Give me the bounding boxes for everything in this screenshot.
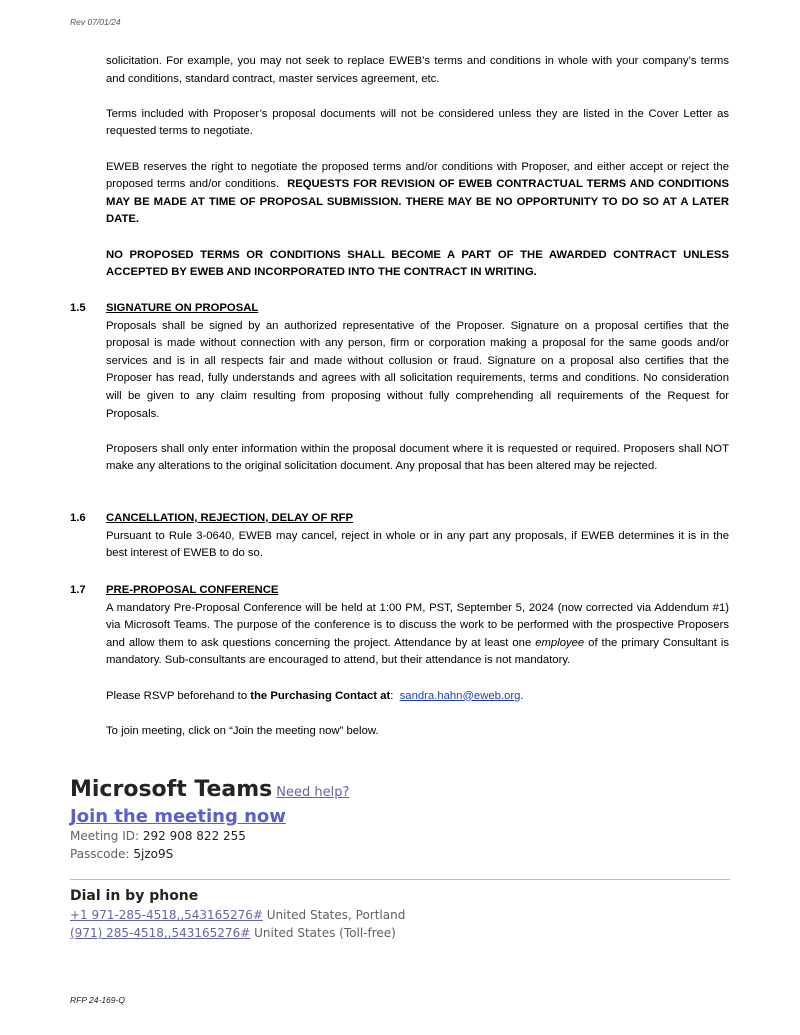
conference-text-a: A mandatory Pre-Proposal Conference will be held at 1:00 PM, PST, September 5, 2024 (now corrected via Addendum #1) via Microsoft Teams. The purpose of the conference is to discuss the work to be performed with the prospective Proposers and allow them to ask questions concerning the project. Attendance by at least one — [106, 601, 729, 649]
section-number: 1.7 — [70, 584, 86, 596]
section-paragraph: Pursuant to Rule 3-0640, EWEB may cancel, reject in whole or in any part any proposals, if EWEB determines it is in the best interest of EWEB to do so. — [106, 529, 729, 560]
intro-paragraph-3-bold: REQUESTS FOR REVISION OF EWEB CONTRACTUAL TERMS AND CONDITIONS MAY BE MADE AT TIME OF PROPOSAL SUBMISSION. THERE MAY BE NO OPPORTUNITY TO DO SO AT A LATER DATE. — [106, 178, 730, 226]
section-paragraph: Proposals shall be signed by an authorized representative of the Proposer. Signature on a proposal certifies that the proposal is made without connection with any person, firm or corporation making a proposal for the same goods and/or services and is in all respects fair and made without collusion or fraud. Signature on a proposal also certifies that the Proposer has read, fully understands and agrees with all solicitation requirements, terms and conditions. No consideration will be given to any claim resulting from proposing without fully comprehending all requirements of the Request for Proposals. — [106, 319, 729, 420]
join-instruction: To join meeting, click on “Join the meeting now” below. — [106, 724, 379, 737]
section-title: PRE-PROPOSAL CONFERENCE — [106, 584, 279, 596]
footer-rfp-number: RFP 24-169-Q — [70, 995, 125, 1005]
rsvp-colon: : — [390, 689, 394, 702]
passcode-label: Passcode: — [70, 847, 130, 861]
section-number: 1.5 — [70, 302, 86, 314]
email-link[interactable]: sandra.hahn@eweb.org — [399, 689, 521, 702]
intro-paragraph-3-text: EWEB reserves the right to negotiate the proposed terms and/or conditions with Proposer, and either accept or reject the proposed terms and/or conditions. — [106, 160, 729, 191]
phone-region: United States, Portland — [266, 908, 406, 922]
phone-row — [70, 924, 730, 942]
teams-meeting-block — [70, 777, 730, 942]
intro-paragraph-4 — [106, 247, 729, 282]
phone-link[interactable]: (971) 285-4518,,543165276# — [70, 926, 251, 940]
conference-text-emphasis: employee — [535, 636, 585, 649]
passcode-value: 5jzo9S — [133, 847, 174, 861]
section-title: SIGNATURE ON PROPOSAL — [106, 302, 259, 314]
intro-paragraph-2: Terms included with Proposer’s proposal documents will not be considered unless they are listed in the Cover Letter as requested terms to negotiate. — [106, 107, 729, 138]
teams-title: Microsoft Teams — [70, 777, 273, 802]
intro-paragraph-3 — [106, 159, 729, 229]
rsvp-text: Please RSVP beforehand to — [106, 689, 248, 702]
rsvp-paragraph — [106, 688, 729, 706]
section-1-6 — [70, 510, 729, 580]
revision-date: Rev 07/01/24 — [70, 17, 121, 27]
rsvp-end: . — [520, 689, 524, 702]
intro-paragraph-1: solicitation. For example, you may not seek to replace EWEB’s terms and conditions in whole with your company’s terms and conditions, standard contract, master services agreement, etc. — [106, 55, 729, 85]
intro-text — [106, 53, 729, 299]
join-meeting-link[interactable]: Join the meeting now — [70, 806, 286, 827]
dial-in-title: Dial in by phone — [70, 888, 199, 904]
section-paragraph: Proposers shall only enter information within the proposal document where it is requested or required. Proposers shall NOT make any alterations to the original solicitation document. Any proposal that has been altered may be rejected. — [106, 442, 729, 473]
need-help-link[interactable]: Need help? — [276, 785, 350, 800]
section-1-7 — [70, 582, 729, 758]
section-paragraph — [106, 600, 729, 670]
phone-region: United States (Toll-free) — [254, 926, 396, 940]
meeting-id — [70, 827, 730, 845]
section-title: CANCELLATION, REJECTION, DELAY OF RFP — [106, 512, 354, 524]
passcode — [70, 845, 730, 863]
teams-header — [70, 777, 730, 802]
divider — [70, 879, 730, 880]
meeting-id-label: Meeting ID: — [70, 829, 140, 843]
phone-row — [70, 906, 730, 924]
rsvp-bold: the Purchasing Contact at — [250, 689, 391, 702]
section-1-5 — [70, 300, 729, 494]
phone-link[interactable]: +1 971-285-4518,,543165276# — [70, 908, 263, 922]
intro-paragraph-4-bold: NO PROPOSED TERMS OR CONDITIONS SHALL BECOME A PART OF THE AWARDED CONTRACT UNLESS ACCEPTED BY EWEB AND INCORPORATED INTO THE CONTRACT IN WRITING. — [106, 248, 729, 279]
meeting-id-value: 292 908 822 255 — [142, 829, 246, 843]
conference-text-b: of the primary Consultant is mandatory. Sub-consultants are encouraged to attend, but their attendance is not mandatory. — [106, 636, 729, 667]
section-number: 1.6 — [70, 512, 86, 524]
